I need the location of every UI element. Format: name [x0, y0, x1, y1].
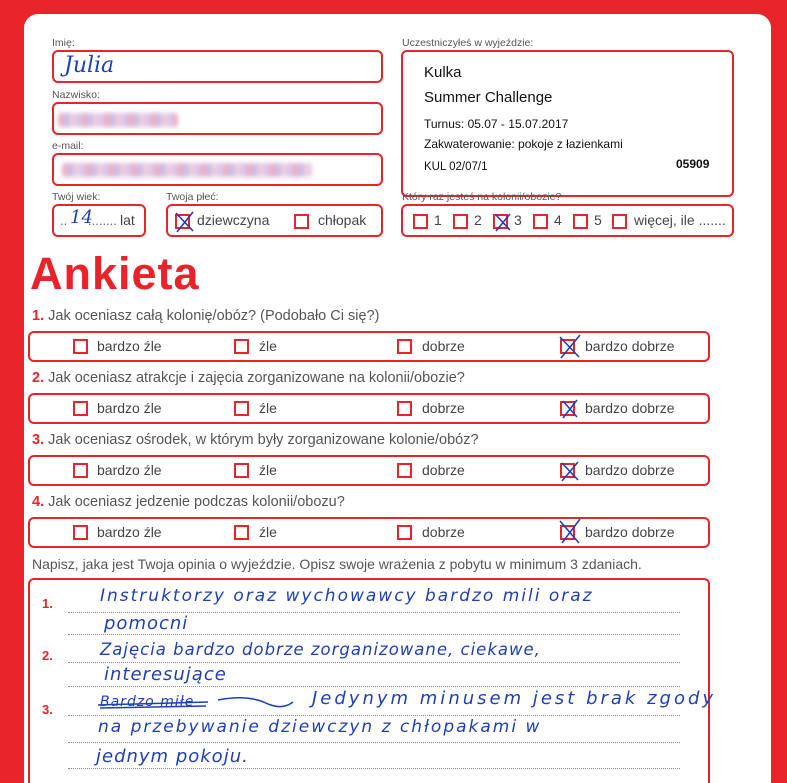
option-very-bad: bardzo źle — [97, 524, 162, 540]
visit-option-4: 4 — [554, 212, 562, 228]
gender-label: Twoja płeć: — [166, 191, 219, 203]
option-good: dobrze — [422, 400, 465, 416]
question-4 — [32, 494, 345, 510]
surname-label: Nazwisko: — [52, 89, 100, 101]
gender-option-girl: dziewczyna — [197, 212, 270, 228]
check-mark-icon — [559, 397, 581, 421]
opinion-number-2: 2. — [42, 648, 53, 663]
question-text: Jak oceniasz ośrodek, w którym były zorganizowane kolonie/obóz? — [48, 432, 479, 448]
question-text: Jak oceniasz całą kolonię/obóz? (Podobało Ci się?) — [48, 308, 380, 324]
opinion-number-1: 1. — [42, 596, 53, 611]
question-3 — [32, 432, 479, 448]
question-number: 1. — [32, 308, 45, 324]
opinion-prompt: Napisz, jaka jest Twoja opinia o wyjeździe. Opisz swoje wrażenia z pobytu w minimum 3 zdaniach. — [32, 556, 642, 572]
check-mark-icon — [559, 459, 581, 483]
question-2 — [32, 370, 465, 386]
visit-option-more: więcej, ile ....... — [634, 212, 726, 228]
participant-line2: Summer Challenge — [424, 89, 553, 106]
question-number: 3. — [32, 432, 45, 448]
opinion-line-5: Jedynym minusem jest brak zgody — [312, 688, 717, 709]
strikethrough-text: Bardzo miłe — [100, 694, 195, 710]
option-bad: źle — [259, 400, 277, 416]
opinion-number-3: 3. — [42, 702, 53, 717]
q1-checkbox-good[interactable] — [397, 339, 412, 354]
answer-line — [68, 634, 680, 635]
question-number: 4. — [32, 494, 45, 510]
option-good: dobrze — [422, 524, 465, 540]
option-very-good: bardzo dobrze — [585, 462, 675, 478]
option-very-bad: bardzo źle — [97, 462, 162, 478]
option-bad: źle — [259, 524, 277, 540]
q3-checkbox-good[interactable] — [397, 463, 412, 478]
q3-checkbox-very-bad[interactable] — [73, 463, 88, 478]
name-value: Julia — [64, 53, 115, 78]
visit-option-2: 2 — [474, 212, 482, 228]
age-label: Twój wiek: — [52, 191, 101, 203]
accommodation: Zakwaterowanie: pokoje z łazienkami — [424, 137, 623, 151]
question-number: 2. — [32, 370, 45, 386]
email-label: e-mail: — [52, 140, 84, 152]
q4-checkbox-very-good[interactable] — [560, 525, 575, 540]
visit-checkbox-4[interactable] — [533, 214, 548, 229]
answer-line — [68, 742, 680, 743]
visit-checkbox-more[interactable] — [612, 214, 627, 229]
q2-checkbox-good[interactable] — [397, 401, 412, 416]
q4-checkbox-bad[interactable] — [234, 525, 249, 540]
option-very-bad: bardzo źle — [97, 338, 162, 354]
q1-checkbox-bad[interactable] — [234, 339, 249, 354]
option-very-good: bardzo dobrze — [585, 400, 675, 416]
visit-checkbox-2[interactable] — [453, 214, 468, 229]
q3-checkbox-very-good[interactable] — [560, 463, 575, 478]
q2-checkbox-very-good[interactable] — [560, 401, 575, 416]
opinion-line-4: interesujące — [104, 664, 227, 685]
form-number: 05909 — [676, 157, 710, 171]
q3-checkbox-bad[interactable] — [234, 463, 249, 478]
question-1 — [32, 308, 379, 324]
redacted-email — [62, 163, 312, 177]
survey-title: Ankieta — [30, 248, 200, 299]
visit-option-3: 3 — [514, 212, 522, 228]
opinion-line-7: jednym pokoju. — [96, 746, 249, 767]
visit-label: Który raz jesteś na kolonii/obozie? — [402, 191, 562, 203]
opinion-line-1: Instruktorzy oraz wychowawcy bardzo mili oraz — [100, 586, 594, 606]
gender-checkbox-girl[interactable] — [175, 214, 190, 229]
answer-line — [68, 715, 680, 716]
visit-option-5: 5 — [594, 212, 602, 228]
visit-checkbox-3[interactable] — [493, 214, 508, 229]
option-very-bad: bardzo źle — [97, 400, 162, 416]
answer-line — [68, 686, 680, 687]
turnus: Turnus: 05.07 - 15.07.2017 — [424, 117, 569, 131]
age-value: 14 — [70, 207, 93, 228]
age-unit: lat — [120, 212, 135, 228]
opinion-strikethrough — [100, 694, 194, 710]
gender-checkbox-boy[interactable] — [294, 214, 309, 229]
visit-checkbox-5[interactable] — [573, 214, 588, 229]
participant-label: Uczestniczyłeś w wyjeździe: — [402, 37, 534, 49]
option-bad: źle — [259, 338, 277, 354]
check-mark-icon — [559, 521, 581, 545]
q4-checkbox-good[interactable] — [397, 525, 412, 540]
opinion-line-6: na przebywanie dziewczyn z chłopakami w — [98, 717, 542, 737]
check-mark-icon — [559, 335, 581, 359]
q4-checkbox-very-bad[interactable] — [73, 525, 88, 540]
visit-checkbox-1[interactable] — [413, 214, 428, 229]
opinion-line-2: pomocni — [104, 613, 189, 634]
q2-checkbox-very-bad[interactable] — [73, 401, 88, 416]
q1-checkbox-very-good[interactable] — [560, 339, 575, 354]
name-label: Imię: — [52, 37, 75, 49]
q2-checkbox-bad[interactable] — [234, 401, 249, 416]
option-very-good: bardzo dobrze — [585, 524, 675, 540]
gender-option-boy: chłopak — [318, 212, 367, 228]
redacted-surname — [58, 113, 178, 127]
question-text: Jak oceniasz jedzenie podczas kolonii/obozu? — [48, 494, 345, 510]
option-good: dobrze — [422, 462, 465, 478]
q1-checkbox-very-bad[interactable] — [73, 339, 88, 354]
visit-option-1: 1 — [434, 212, 442, 228]
age-dots-left: .. — [60, 213, 68, 228]
option-good: dobrze — [422, 338, 465, 354]
answer-line — [68, 768, 680, 769]
check-mark-icon — [174, 210, 196, 234]
scribble-icon — [98, 696, 298, 712]
opinion-line-3: Zajęcia bardzo dobrze zorganizowane, ciekawe, — [100, 640, 541, 659]
participant-line1: Kulka — [424, 64, 462, 81]
camp-code: KUL 02/07/1 — [424, 161, 488, 173]
option-very-good: bardzo dobrze — [585, 338, 675, 354]
question-text: Jak oceniasz atrakcje i zajęcia zorganizowane na kolonii/obozie? — [48, 370, 465, 386]
answer-line — [68, 662, 680, 663]
check-mark-icon — [492, 210, 514, 234]
age-dots: ........ — [88, 213, 117, 228]
option-bad: źle — [259, 462, 277, 478]
